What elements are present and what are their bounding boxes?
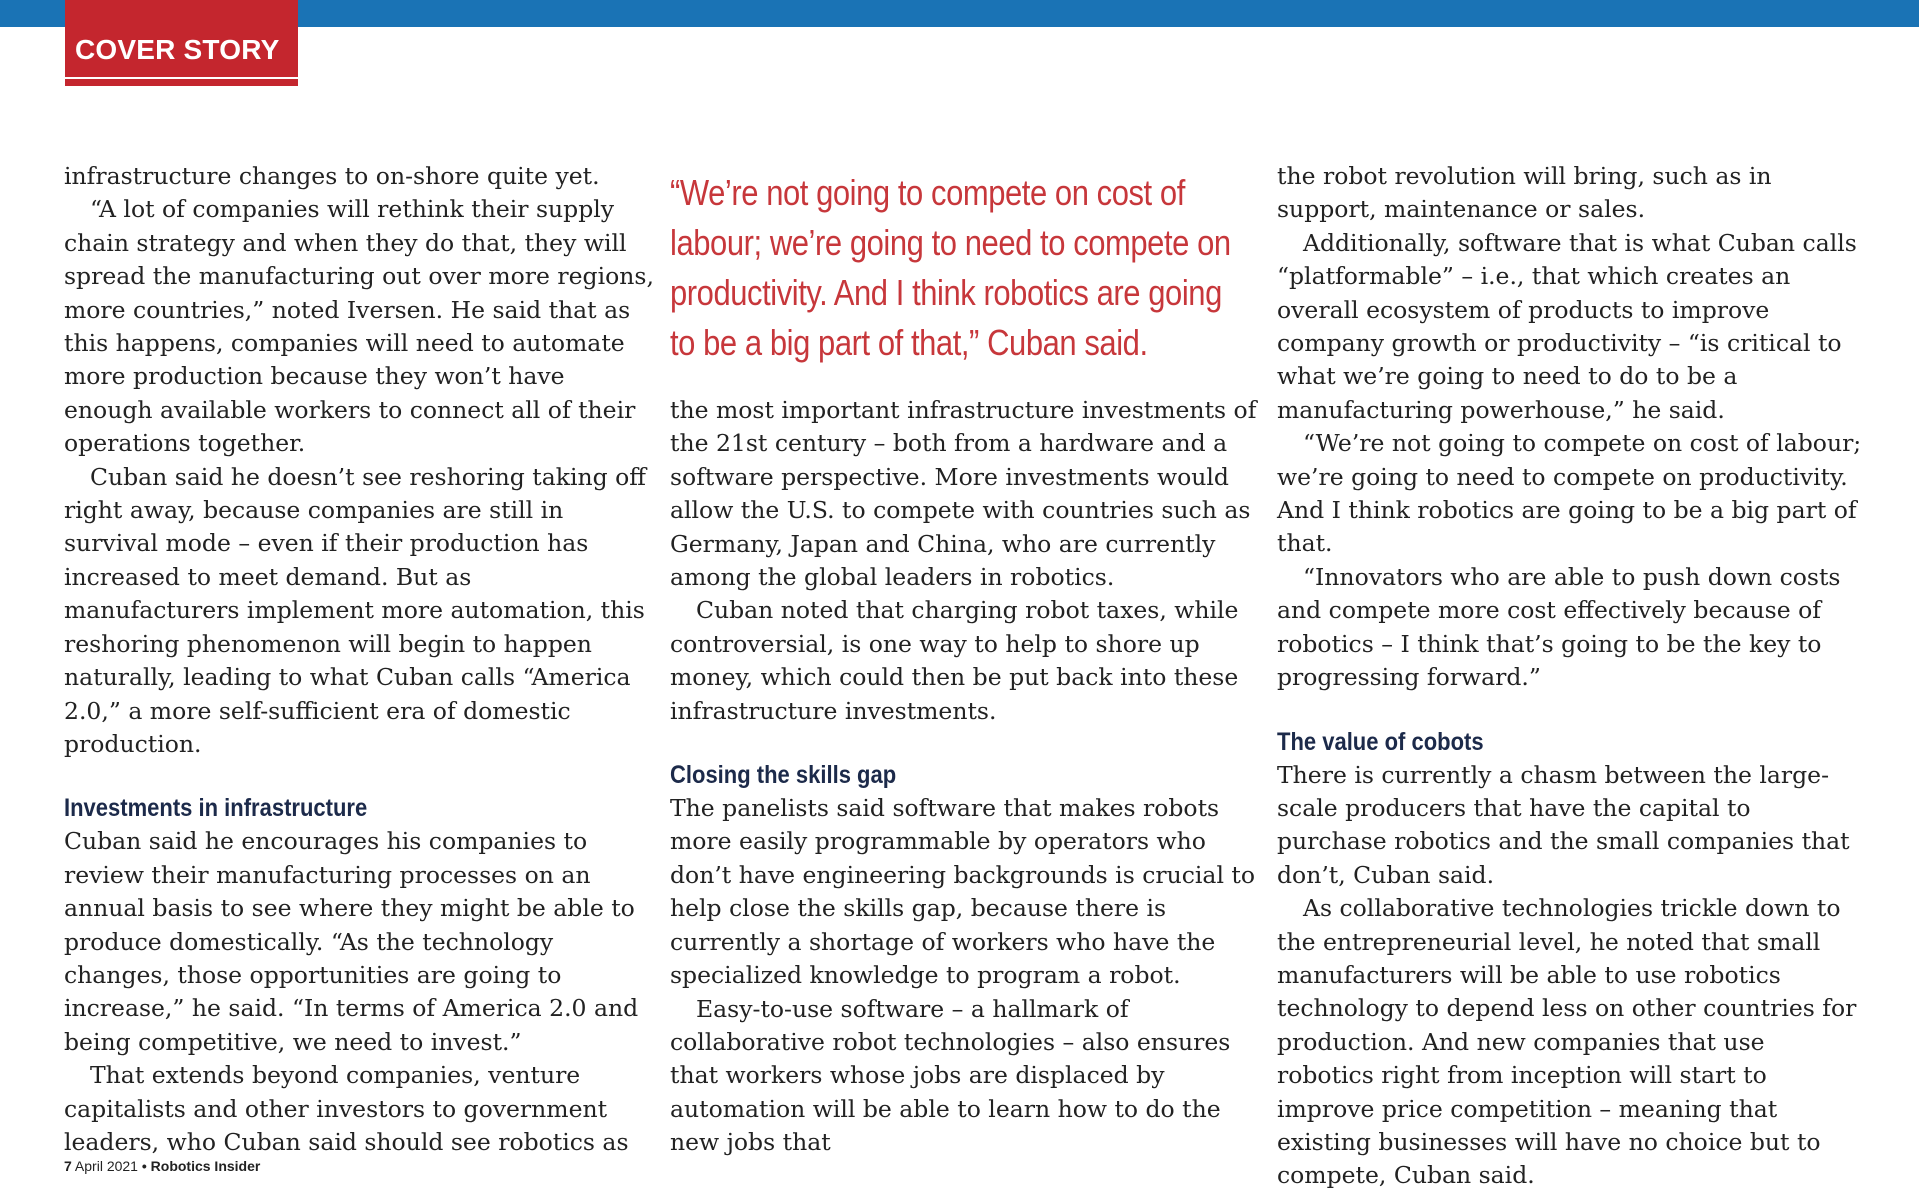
page-number: 7 — [64, 1158, 72, 1174]
pull-quote: “We’re not going to compete on cost of labour; we’re going to need to compete on productivity. And I think robotics are going to be a big part of that,” Cuban said. — [670, 172, 1231, 363]
paragraph: As collaborative technologies trickle down to the entrepreneurial level, he noted that small manufacturers will be able to use robotics technology to depend less on other countries for production. And new companies that use robotics right from inception will start to improve price competition – meaning that existing businesses will have no choice but to compete, Cuban said. — [1277, 894, 1857, 1190]
paragraph: Easy-to-use software – a hallmark of collaborative robot technologies – also ensures that workers whose jobs are displaced by automation will be able to learn how to do the new jobs that — [670, 994, 1231, 1157]
paragraph: Additionally, software that is what Cuban calls “platformable” – i.e., that which creates an overall ecosystem of products to improve company growth or productivity – “is critical to what we’re going to need to do to be a manufacturing powerhouse,” he said. — [1277, 228, 1857, 424]
publication-name: Robotics Insider — [150, 1158, 261, 1174]
paragraph: “A lot of companies will rethink their supply chain strategy and when they do that, they will spread the manufacturing out over more regions, more countries,” noted Iversen. He said that as this happens, companies will need to automate more production because they won’t have enough available workers to connect all of their operations together. — [64, 195, 654, 458]
paragraph: the most important infrastructure investments of the 21st century – both from a hardware and a software perspective. More investments would allow the U.S. to compete with countries such as Germany, Japan and China, who are currently among the global leaders in robotics. — [670, 396, 1257, 592]
page-footer — [64, 1158, 260, 1174]
paragraph: That extends beyond companies, venture capitalists and other investors to government leaders, who Cuban said should see robotics as — [64, 1061, 629, 1156]
subheading-cobots: The value of cobots — [1277, 727, 1484, 756]
paragraph: Cuban noted that charging robot taxes, while controversial, is one way to help to shore up money, which could then be put back into these infrastructure investments. — [670, 596, 1239, 725]
paragraph: the robot revolution will bring, such as in support, maintenance or sales. — [1277, 162, 1772, 224]
article-column-1 — [64, 160, 654, 1159]
paragraph: The panelists said software that makes robots more easily programmable by operators who don’t have engineering backgrounds is crucial to help close the skills gap, because there is currently a shortage of workers who have the specialized knowledge to program a robot. — [670, 794, 1256, 990]
article-column-2 — [670, 160, 1260, 1160]
issue-date: April 2021 — [74, 1158, 138, 1174]
paragraph: There is currently a chasm between the large-scale producers that have the capital to purchase robotics and the small companies that don’t, Cuban said. — [1277, 760, 1850, 889]
paragraph: “We’re not going to compete on cost of labour; we’re going to need to compete on productivity. And I think robotics are going to be a big part of that. — [1277, 429, 1862, 558]
paragraph: infrastructure changes to on-shore quite yet. — [64, 162, 600, 190]
subheading-investments: Investments in infrastructure — [64, 794, 368, 823]
subheading-skills-gap: Closing the skills gap — [670, 761, 897, 790]
section-tab — [65, 0, 298, 86]
paragraph: Cuban said he encourages his companies to review their manufacturing processes on an annual basis to see where they might be able to produce domestically. “As the technology changes, those opportunities are going to increase,” he said. “In terms of America 2.0 and being competitive, we need to invest.” — [64, 827, 639, 1056]
paragraph: Cuban said he doesn’t see reshoring taking off right away, because companies are still in survival mode – even if their production has increased to meet demand. But as manufacturers implement more automation, this reshoring phenomenon will begin to happen naturally, leading to what Cuban calls “America 2.0,” a more self-sufficient era of domestic production. — [64, 462, 646, 758]
paragraph: “Innovators who are able to push down costs and compete more cost effectively because of robotics – I think that’s going to be the key to progressing forward.” — [1277, 562, 1841, 692]
footer-separator: • — [141, 1158, 147, 1174]
section-label: COVER STORY — [75, 34, 280, 65]
article-column-3 — [1277, 160, 1867, 1193]
section-tab-rule — [65, 77, 298, 79]
